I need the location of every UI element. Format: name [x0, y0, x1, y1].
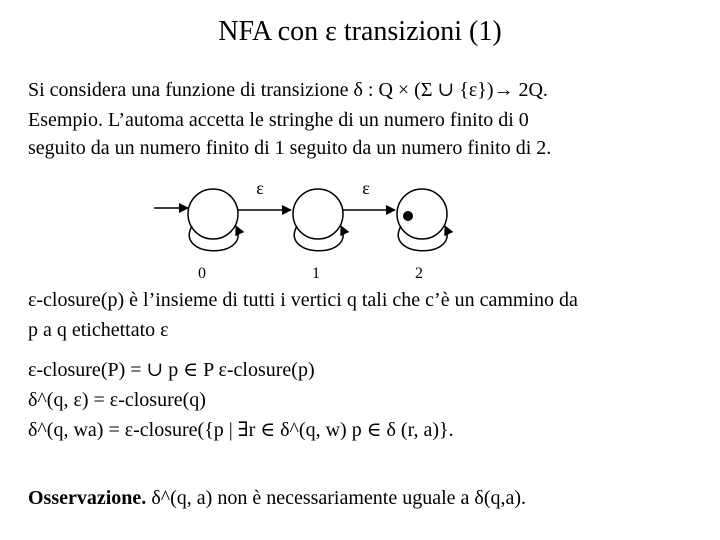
- delta-hat-base-formula: δ^(q, ε) = ε-closure(q): [28, 389, 206, 411]
- edge-label-0-1: ε: [256, 178, 264, 198]
- observation-text: δ^(q, a) non è necessariamente uguale a δ(q,a).: [146, 487, 527, 509]
- state-label-1: 1: [312, 265, 320, 282]
- delta-hat-recursive-formula: δ^(q, wa) = ε-closure({p | ∃r ∈ δ^(q, w) p ∈ δ (r, a)}.: [28, 419, 454, 441]
- closure-set-formula: ε-closure(P) = ∪ p ∈ P ε-closure(p): [28, 359, 315, 381]
- automaton-diagram: [140, 170, 480, 285]
- slide-title: NFA con ε transizioni (1): [218, 16, 502, 47]
- edge-label-1-2: ε: [362, 178, 370, 198]
- example-line-continued: seguito da un numero finito di 1 seguito da un numero finito di 2.: [28, 137, 552, 159]
- observation-label: Osservazione.: [28, 487, 147, 509]
- observation-line: [28, 486, 526, 510]
- final-state-dot: [403, 211, 413, 221]
- definition-line: Si considera una funzione di transizione δ : Q × (Σ ∪ {ε})→ 2Q.: [28, 79, 548, 101]
- example-line: Esempio. L’automa accetta le stringhe di un numero finito di 0: [28, 109, 529, 131]
- closure-definition-line: ε-closure(p) è l’insieme di tutti i vertici q tali che c’è un cammino da: [28, 289, 578, 311]
- state-0-circle: [188, 189, 238, 239]
- state-1-circle: [293, 189, 343, 239]
- closure-definition-line-continued: p a q etichettato ε: [28, 319, 169, 341]
- state-label-0: 0: [198, 265, 206, 282]
- state-label-2: 2: [415, 265, 423, 282]
